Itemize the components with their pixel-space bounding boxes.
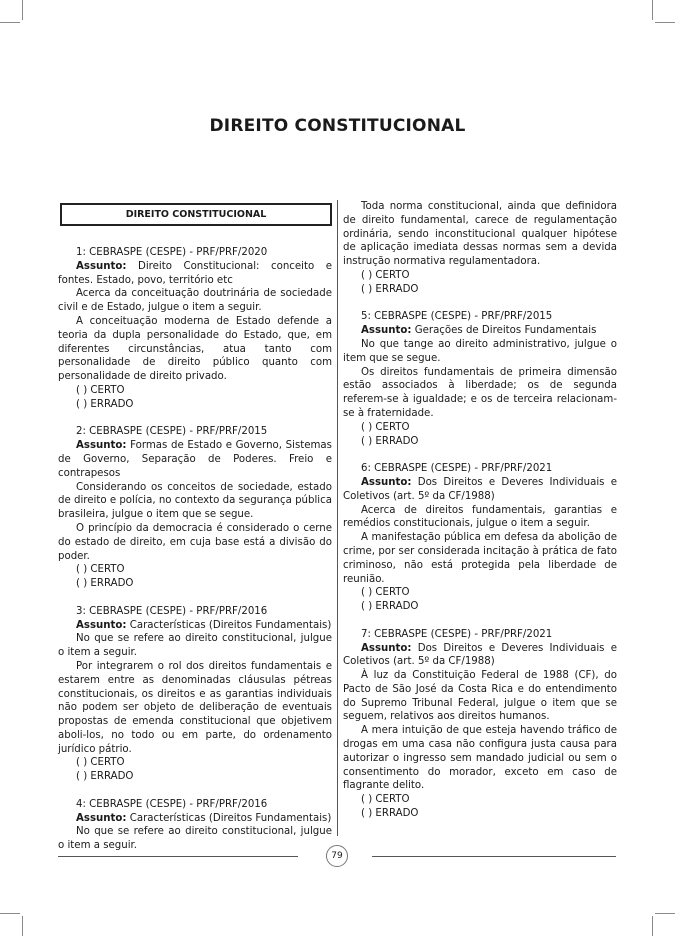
- question-block: [343, 628, 617, 821]
- subject-text: Direito Constitucional: conceito e fontes. Estado, povo, território etc: [58, 260, 332, 286]
- answer-option: ( ) CERTO: [76, 564, 125, 576]
- column-divider: [337, 200, 338, 836]
- footer-rule-right: [372, 856, 616, 857]
- question-paragraph: A manifestação pública em defesa da abolição de crime, por ser considerada incitação à prática de fato criminoso, não está protegida pela liberdade de reunião.: [343, 532, 617, 585]
- crop-mark: [652, 0, 653, 20]
- question-list: [58, 246, 332, 853]
- question-paragraph: No que se refere ao direito constitucional, julgue o item a seguir.: [58, 633, 332, 659]
- answer-option: ( ) ERRADO: [76, 771, 134, 783]
- crop-mark: [0, 913, 20, 914]
- subject-label: Assunto:: [361, 325, 412, 337]
- question-paragraph: O princípio da democracia é considerado o cerne do estado de direito, em cuja base está a divisão do poder.: [58, 522, 332, 562]
- crop-mark: [22, 916, 23, 936]
- question-subject: [58, 812, 332, 826]
- crop-mark: [655, 22, 675, 23]
- right-column: [343, 200, 617, 835]
- question-header: 2: CEBRASPE (CESPE) - PRF/PRF/2015: [76, 426, 268, 438]
- question-header: 1: CEBRASPE (CESPE) - PRF/PRF/2020: [76, 247, 268, 258]
- question-header: 3: CEBRASPE (CESPE) - PRF/PRF/2016: [76, 605, 268, 617]
- question-block: [58, 246, 332, 412]
- page-title: DIREITO CONSTITUCIONAL: [209, 116, 466, 136]
- question-paragraph: A mera intuição de que esteja havendo tráfico de drogas em uma casa não configura justa causa para autorizar o ingresso sem mandado judicial ou sem o consentimento do morador, exceto em caso de flagrante delito.: [343, 725, 617, 792]
- footer-rule-left: [58, 856, 298, 857]
- question-block: [343, 310, 617, 448]
- question-block: [58, 605, 332, 784]
- answer-option: ( ) CERTO: [76, 384, 125, 396]
- question-paragraph: No que se refere ao direito constitucional, julgue o item a seguir.: [58, 826, 332, 852]
- section-heading-box: DIREITO CONSTITUCIONAL: [60, 203, 332, 226]
- question-paragraph: Acerca de direitos fundamentais, garantias e remédios constitucionais, julgue o item a seguir.: [343, 504, 617, 530]
- question-paragraph: Considerando os conceitos de sociedade, estado de direito e polícia, no contexto da segurança pública brasileira, julgue o item que se segue.: [58, 481, 332, 521]
- question-block: [343, 462, 617, 614]
- subject-label: Assunto:: [361, 642, 412, 654]
- answer-option: ( ) CERTO: [361, 421, 410, 433]
- crop-mark: [22, 0, 23, 20]
- question-subject: [343, 642, 617, 670]
- question-header: 5: CEBRASPE (CESPE) - PRF/PRF/2015: [361, 311, 553, 323]
- subject-label: Assunto:: [76, 260, 127, 272]
- question-subject: [58, 619, 332, 633]
- answer-option: ( ) ERRADO: [361, 601, 419, 613]
- question-subject: [58, 260, 332, 288]
- page-number: 79: [326, 845, 348, 867]
- question-header: 4: CEBRASPE (CESPE) - PRF/PRF/2016: [76, 798, 268, 810]
- subject-text: Formas de Estado e Governo, Sistemas de Governo, Separação de Poderes. Freio e contrapesos: [58, 440, 332, 479]
- subject-text: Gerações de Direitos Fundamentais: [414, 325, 597, 337]
- answer-option: ( ) ERRADO: [76, 578, 134, 590]
- question-subject: [58, 439, 332, 480]
- subject-label: Assunto:: [76, 619, 127, 631]
- crop-mark: [655, 913, 675, 914]
- left-column: [58, 200, 332, 867]
- answer-option: ( ) ERRADO: [361, 283, 419, 295]
- question-paragraph: Toda norma constitucional, ainda que definidora de direito fundamental, carece de regulamentação ordinária, sendo inconstitucional qualquer hipótese de aplicação imediata dessas normas sem a devida instrução normativa regulamentadora.: [343, 201, 617, 268]
- answer-option: ( ) CERTO: [361, 269, 410, 281]
- subject-label: Assunto:: [76, 812, 127, 824]
- question-paragraph: Por integrarem o rol dos direitos fundamentais e estarem entre as denominadas cláusulas pétreas constitucionais, os direitos e as garantias individuais não podem ser objeto de deliberação de eventuais propostas de emenda constitucional que objetivem aboli-los, no todo ou em parte, do ordenamento jurídico pátrio.: [58, 660, 332, 755]
- question-block: [58, 425, 332, 591]
- question-block: [343, 200, 617, 297]
- crop-mark: [0, 22, 20, 23]
- subject-label: Assunto:: [76, 440, 127, 452]
- subject-label: Assunto:: [361, 476, 412, 488]
- subject-text: Características (Direitos Fundamentais): [129, 812, 332, 824]
- question-header: 7: CEBRASPE (CESPE) - PRF/PRF/2021: [361, 628, 553, 640]
- subject-text: Características (Direitos Fundamentais): [129, 619, 332, 631]
- answer-option: ( ) CERTO: [361, 587, 410, 599]
- question-paragraph: No que tange ao direito administrativo, julgue o item que se segue.: [343, 338, 617, 364]
- question-subject: [343, 476, 617, 504]
- question-paragraph: À luz da Constituição Federal de 1988 (CF), do Pacto de São José da Costa Rica e do entendimento do Supremo Tribunal Federal, julgue o item que se seguem, relativos aos direitos humanos.: [343, 670, 617, 723]
- subject-text: Dos Direitos e Deveres Individuais e Coletivos (art. 5º da CF/1988): [343, 642, 617, 668]
- answer-option: ( ) CERTO: [361, 794, 410, 806]
- question-paragraph: A conceituação moderna de Estado defende a teoria da dupla personalidade do Estado, que, em diferentes circunstâncias, atua tanto com personalidade de direito público quanto com personalidade de direito privado.: [58, 315, 332, 383]
- answer-option: ( ) CERTO: [76, 757, 125, 769]
- question-header: 6: CEBRASPE (CESPE) - PRF/PRF/2021: [361, 463, 553, 475]
- answer-option: ( ) ERRADO: [361, 808, 419, 820]
- question-subject: [343, 324, 617, 338]
- answer-option: ( ) ERRADO: [76, 398, 134, 410]
- subject-text: Dos Direitos e Deveres Individuais e Coletivos (art. 5º da CF/1988): [343, 476, 617, 502]
- question-block: [58, 798, 332, 853]
- answer-option: ( ) ERRADO: [361, 435, 419, 447]
- question-paragraph: Acerca da conceituação doutrinária de sociedade civil e de Estado, julgue o item a seguir.: [58, 288, 332, 314]
- question-paragraph: Os direitos fundamentais de primeira dimensão estão associados à liberdade; os de segunda referem-se à igualdade; e os de terceira relacionam-se à fraternidade.: [343, 366, 617, 419]
- crop-mark: [652, 916, 653, 936]
- question-list: [343, 200, 617, 821]
